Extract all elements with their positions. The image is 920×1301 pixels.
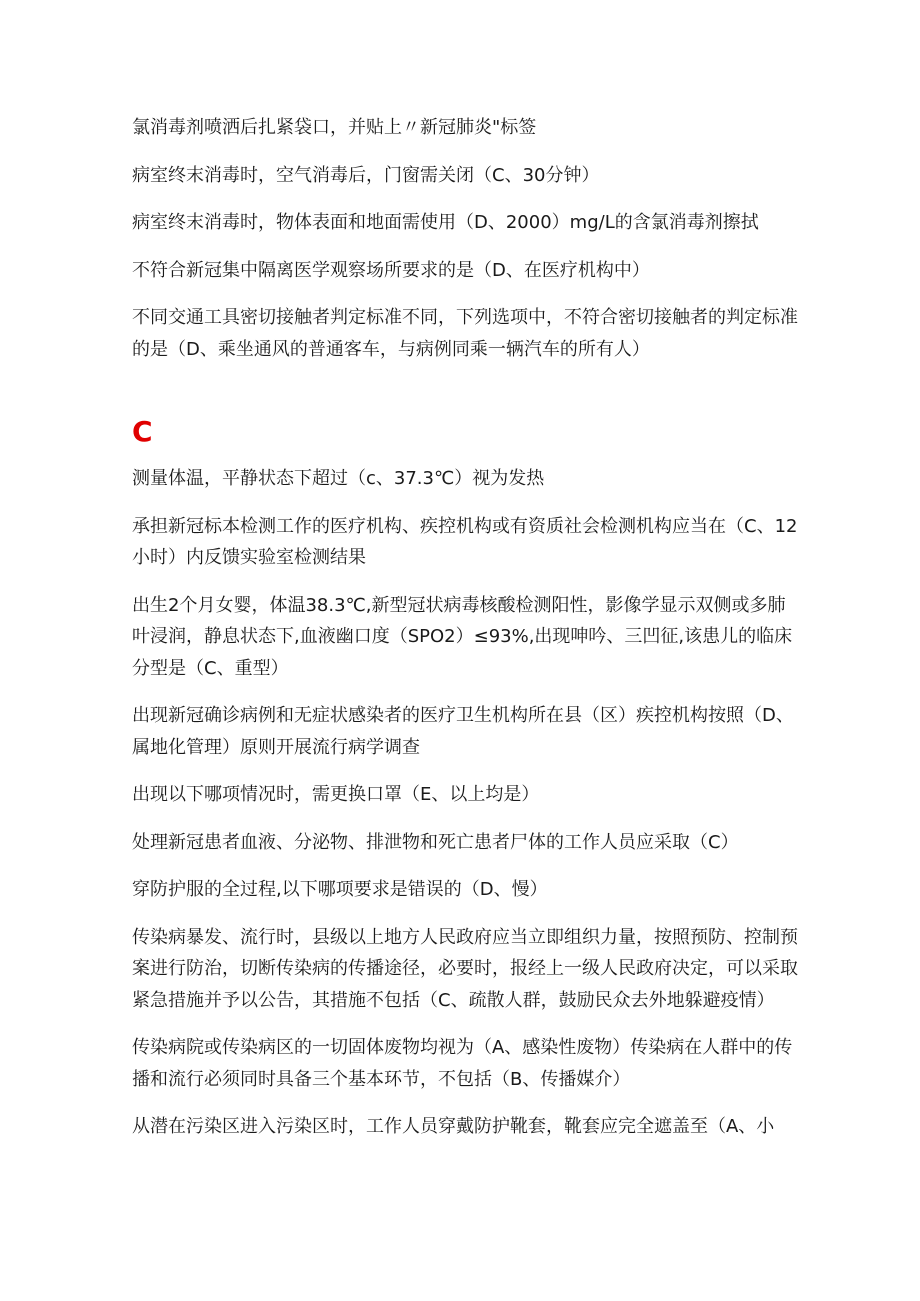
- document-page: [132, 112, 800, 1159]
- question-text: 病室终末消毒时，物体表面和地面需使用（D、2000）mg/L的含氯消毒剂擦拭: [132, 212, 759, 233]
- question-text: 处理新冠患者血液、分泌物、排泄物和死亡患者尸体的工作人员应采取（C）: [132, 831, 739, 853]
- question-text: 传染病院或传染病区的一切固体废物均视为（A、感染性废物）传染病在人群中的传播和流行必须同时具备三个基本环节，不包括（B、传播媒介）: [132, 1037, 793, 1090]
- question-text: 从潜在污染区进入污染区时，工作人员穿戴防护靴套，靴套应完全遮盖至（A、小: [132, 1116, 775, 1137]
- question-text: 氯消毒剂喷洒后扎紧袋口，并贴上〃新冠肺炎"标签: [132, 117, 537, 138]
- question-text: 不同交通工具密切接触者判定标准不同，下列选项中，不符合密切接触者的判定标准的是（D、乘坐通风的普通客车，与病例同乘一辆汽车的所有人）: [132, 307, 798, 360]
- question-text: 病室终末消毒时，空气消毒后，门窗需关闭（C、30分钟）: [132, 164, 600, 186]
- question-text: 测量体温，平静状态下超过（c、37.3℃）视为发热: [132, 468, 545, 489]
- question-text: 出生2个月女婴，体温38.3℃,新型冠状病毒核酸检测阳性，影像学显示双侧或多肺叶浸润，静息状态下,血液幽口度（SPO2）≤93%,出现呻吟、三凹征,该患儿的临床分型是（C、重型）: [132, 594, 793, 679]
- question-text: 出现以下哪项情况时，需更换口罩（E、以上均是）: [132, 784, 540, 805]
- question-text: 传染病暴发、流行时，县级以上地方人民政府应当立即组织力量，按照预防、控制预案进行防治，切断传染病的传播途径，必要时，报经上一级人民政府决定，可以采取紧急措施并予以公告，其措施不包括（C、疏散人群，鼓励民众去外地躲避疫情）: [132, 926, 798, 1011]
- question-text: 出现新冠确诊病例和无症状感染者的医疗卫生机构所在县（区）疾控机构按照（D、属地化管理）原则开展流行病学调查: [132, 705, 794, 758]
- question-text: 承担新冠标本检测工作的医疗机构、疾控机构或有资质社会检测机构应当在（C、12小时）内反馈实验室检测结果: [132, 515, 798, 568]
- question-text: 穿防护服的全过程,以下哪项要求是错误的（D、慢）: [132, 879, 548, 900]
- question-text: 不符合新冠集中隔离医学观察场所要求的是（D、在医疗机构中）: [132, 259, 650, 281]
- section-heading: C: [132, 415, 153, 448]
